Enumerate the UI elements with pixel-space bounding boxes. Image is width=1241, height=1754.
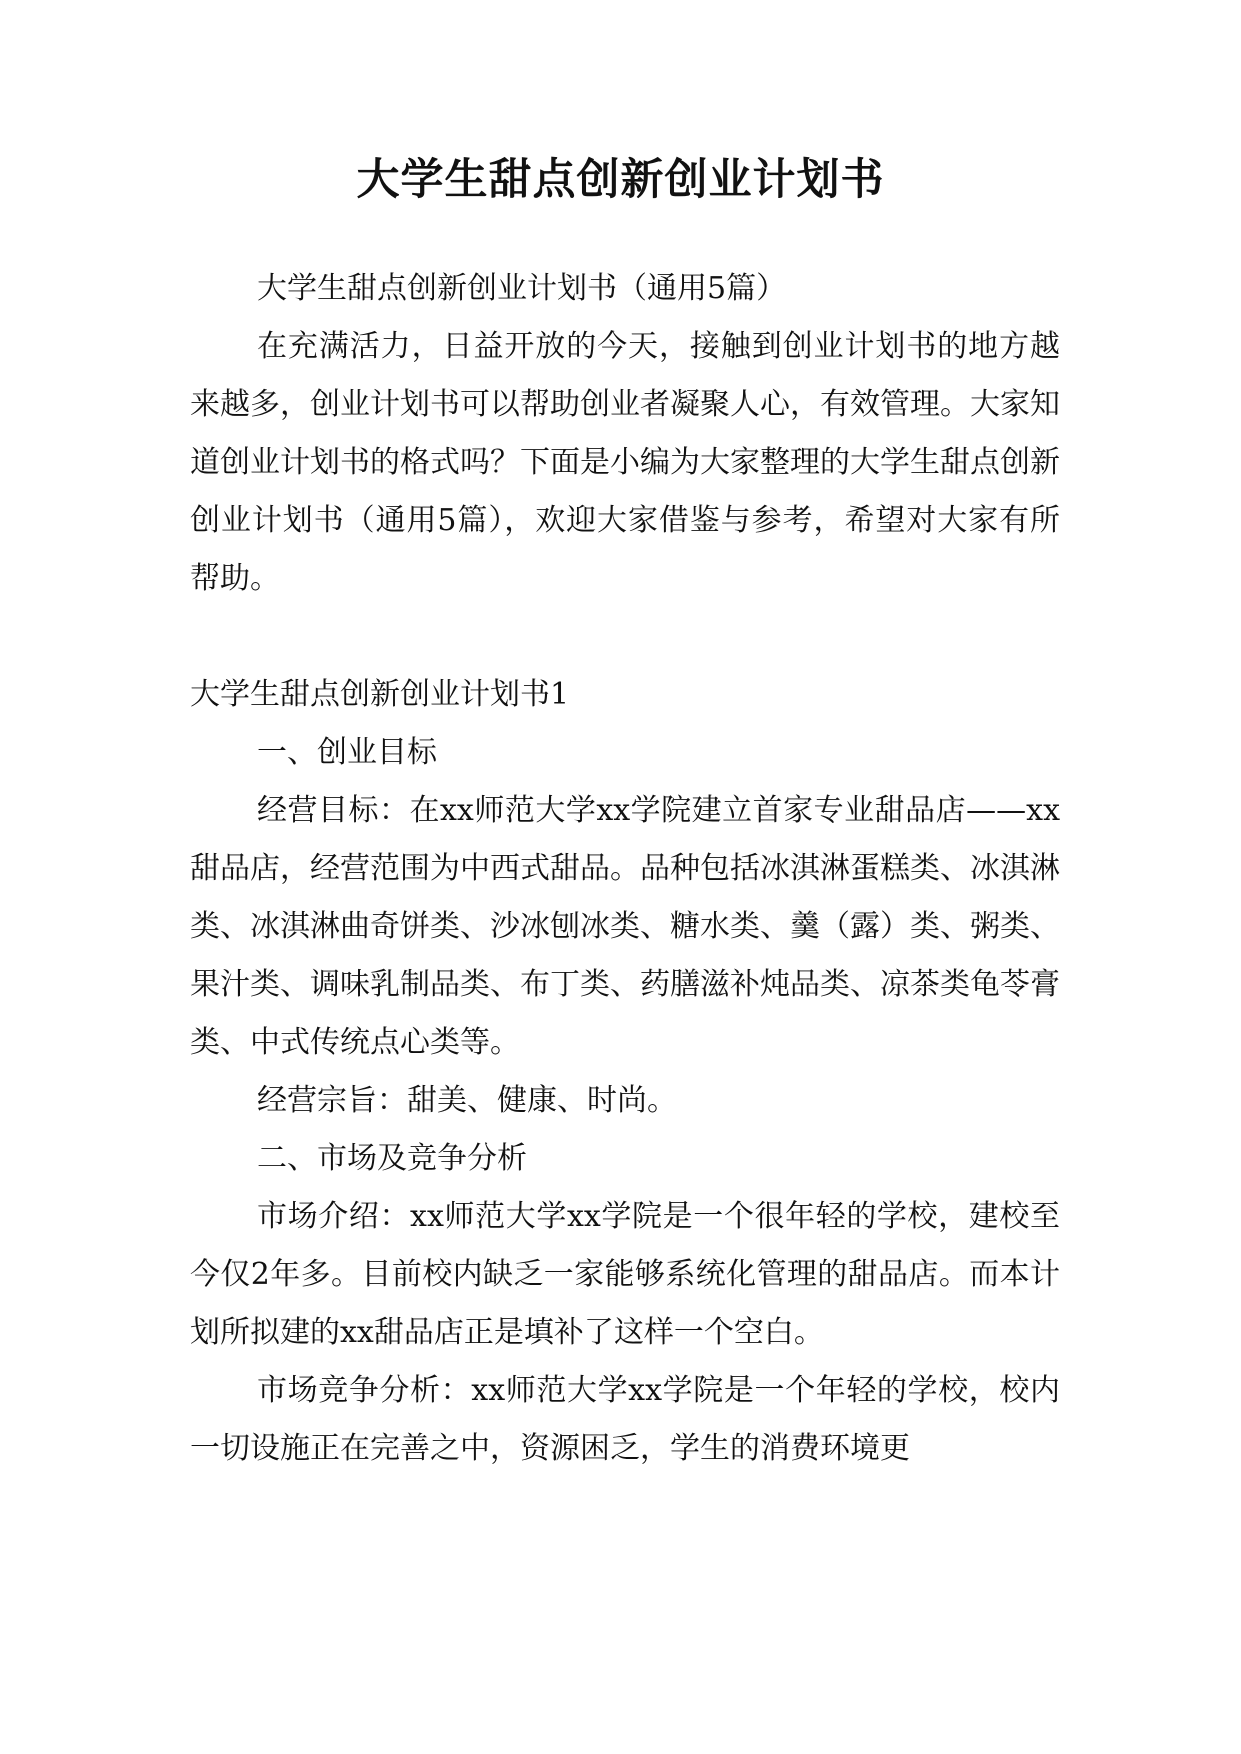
document-title: 大学生甜点创新创业计划书 [356, 155, 885, 205]
section-heading: 大学生甜点创新创业计划书1 [190, 677, 570, 712]
section-gap [190, 608, 1060, 666]
subheading-goals: 一、创业目标 [257, 735, 437, 770]
paragraph-business-goal: 经营目标：在xx师范大学xx学院建立首家专业甜品店——xx甜品店，经营范围为中西式甜品。品种包括冰淇淋蛋糕类、冰淇淋类、冰淇淋曲奇饼类、沙冰刨冰类、糖水类、羹（露）类、粥类、果汁类、调味乳制品类、布丁类、药膳滋补炖品类、凉茶类龟苓膏类、中式传统点心类等。 [190, 793, 1060, 1060]
paragraph-business-tenet: 经营宗旨：甜美、健康、时尚。 [257, 1083, 677, 1118]
paragraph-intro: 在充满活力，日益开放的今天，接触到创业计划书的地方越来越多，创业计划书可以帮助创业者凝聚人心，有效管理。大家知道创业计划书的格式吗？下面是小编为大家整理的大学生甜点创新创业计划书（通用5篇），欢迎大家借鉴与参考，希望对大家有所帮助。 [190, 329, 1060, 596]
paragraph-subtitle: 大学生甜点创新创业计划书（通用5篇） [257, 271, 787, 306]
paragraph-market-competition: 市场竞争分析：xx师范大学xx学院是一个年轻的学校，校内一切设施正在完善之中，资源困乏，学生的消费环境更 [190, 1373, 1060, 1466]
paragraph-market-intro: 市场介绍：xx师范大学xx学院是一个很年轻的学校，建校至今仅2年多。目前校内缺乏一家能够系统化管理的甜品店。而本计划所拟建的xx甜品店正是填补了这样一个空白。 [190, 1199, 1060, 1350]
subheading-market: 二、市场及竞争分析 [257, 1141, 527, 1176]
document-body [190, 260, 1060, 1478]
